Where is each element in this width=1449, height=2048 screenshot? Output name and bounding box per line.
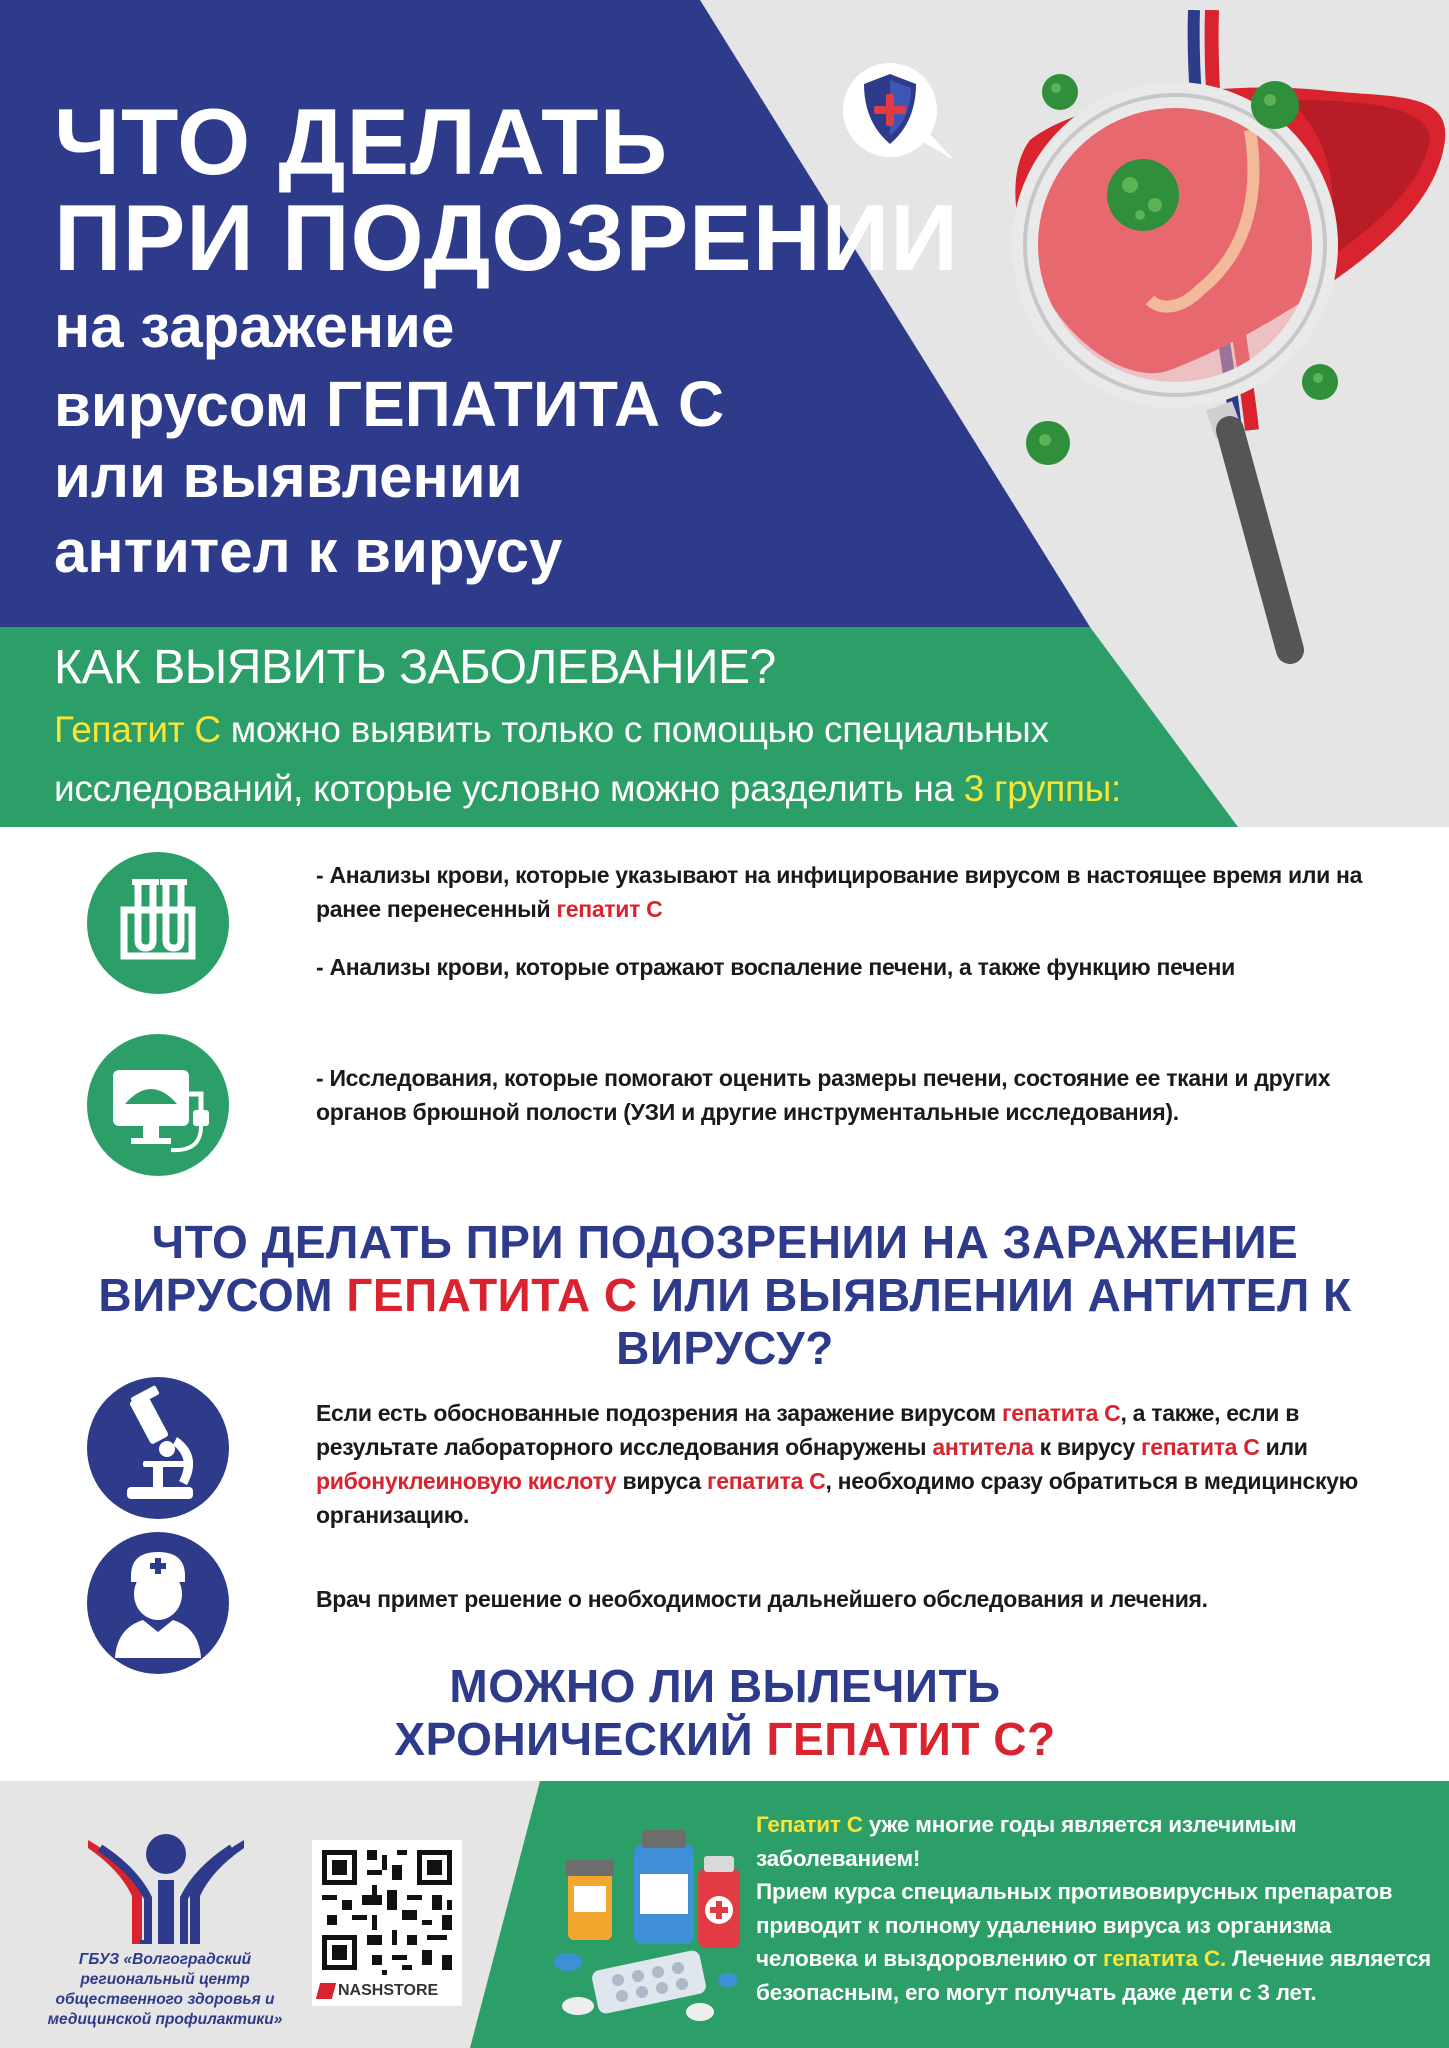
suspicion-s11: , необходимо сразу обратиться в медицинскую организацию.	[316, 1468, 1359, 1528]
hero-title	[54, 89, 959, 597]
hero-line-6: антител к вирусу	[54, 518, 563, 585]
what-to-do-line-2-emphasis: ГЕПАТИТА С	[346, 1269, 638, 1321]
cure-line-2a: ХРОНИЧЕСКИЙ	[394, 1713, 767, 1765]
how-text	[54, 700, 1244, 818]
footer-text-3: Лечение является безопасным, его могут получать даже дети с 3 лет.	[756, 1946, 1431, 2005]
footer-emphasis-2: гепатита С.	[1103, 1946, 1226, 1971]
suspicion-text	[316, 1396, 1416, 1532]
hero-line-4-emphasis: ГЕПАТИТА С	[325, 368, 725, 440]
what-to-do-line-2c: ИЛИ ВЫЯВЛЕНИИ АНТИТЕЛ К	[637, 1269, 1352, 1321]
what-to-do-line-1: ЧТО ДЕЛАТЬ ПРИ ПОДОЗРЕНИИ НА ЗАРАЖЕНИЕ	[151, 1216, 1299, 1268]
liver-magnifier-illustration	[960, 10, 1449, 670]
hero-line-3: на заражение	[54, 293, 455, 360]
what-to-do-line-2	[80, 1269, 1370, 1322]
suspicion-s4: антитела	[932, 1434, 1034, 1460]
footer-emphasis-1: Гепатит С	[756, 1812, 863, 1837]
hero-line-4-text: вирусом	[54, 372, 326, 439]
cure-line-2	[80, 1713, 1370, 1766]
hero-line-5: или выявлении	[54, 443, 523, 510]
suspicion-s6: гепатита С	[1141, 1434, 1260, 1460]
test-tubes-icon	[87, 852, 229, 994]
suspicion-s9: вируса	[616, 1468, 707, 1494]
bullet-instrumental: - Исследования, которые помогают оценить размеры печени, состояние ее ткани и других органов брюшной полости (УЗИ и другие инструментальные исследования).	[316, 1065, 1331, 1125]
microscope-icon	[87, 1377, 229, 1519]
cure-heading	[80, 1660, 1370, 1766]
footer-text-2: Прием курса специальных противовирусных препаратов приводит к полному удалению вируса из организма человека и выздоровлению от	[756, 1879, 1393, 1971]
hero-line-2: ПРИ ПОДОЗРЕНИИ	[54, 185, 959, 290]
brand-mark-icon	[316, 1983, 336, 1999]
suspicion-s2: гепатита С	[1001, 1400, 1121, 1426]
what-to-do-line-3: ВИРУСУ?	[616, 1322, 834, 1374]
hero-line-1: ЧТО ДЕЛАТЬ	[54, 89, 669, 194]
bullet-1-text: - Анализы крови, которые указывают на инфицирование вирусом в настоящее время или на ранее перенесенный	[316, 862, 1363, 922]
suspicion-s10: гепатита С	[706, 1468, 826, 1494]
cure-line-1: МОЖНО ЛИ ВЫЛЕЧИТЬ	[449, 1660, 1001, 1712]
footer-text	[756, 1808, 1436, 2009]
footer-text-1: уже многие годы является излечимым заболеванием!	[756, 1812, 1297, 1871]
bullet-blood-liver: - Анализы крови, которые отражают воспаление печени, а также функцию печени	[316, 954, 1235, 980]
medicines-illustration	[548, 1810, 748, 2030]
suspicion-s5: к вирусу	[1033, 1434, 1142, 1460]
org-logo	[86, 1832, 246, 1944]
doctor-text: Врач примет решение о необходимости дальнейшего обследования и лечения.	[316, 1586, 1208, 1612]
qr-brand-label: NASHSTORE	[338, 1982, 439, 1999]
how-text-emphasis: Гепатит С	[54, 709, 221, 750]
doctor-icon	[87, 1532, 229, 1674]
qr-code-graphic	[312, 1840, 462, 1980]
bullet-1-emphasis: гепатит С	[556, 896, 663, 922]
suspicion-s8: рибонуклеиновую кислоту	[316, 1468, 617, 1494]
how-text-groups: 3 группы:	[963, 768, 1122, 809]
how-text-body: можно выявить только с помощью специальных исследований, которые условно можно разделить на	[54, 709, 1049, 809]
how-heading: КАК ВЫЯВИТЬ ЗАБОЛЕВАНИЕ?	[54, 641, 776, 694]
what-to-do-heading	[80, 1216, 1370, 1375]
ultrasound-icon	[87, 1034, 229, 1176]
hero-line-4	[54, 368, 959, 447]
bullet-blood-infection	[316, 858, 1416, 926]
suspicion-s1: Если есть обоснованные подозрения на заражение вирусом	[316, 1400, 1002, 1426]
suspicion-s7: или	[1259, 1434, 1308, 1460]
cure-line-2-emphasis: ГЕПАТИТ С?	[766, 1713, 1056, 1765]
qr-code[interactable]	[312, 1840, 462, 2006]
what-to-do-line-2a: ВИРУСОМ	[98, 1269, 347, 1321]
suspicion-s3: , а также, если в результате лабораторного исследования обнаружены	[316, 1400, 1300, 1460]
qr-brand	[318, 1980, 458, 2002]
org-caption: ГБУЗ «Волгоградский региональный центр общественного здоровья и медицинской профилактики»	[47, 1951, 283, 2028]
